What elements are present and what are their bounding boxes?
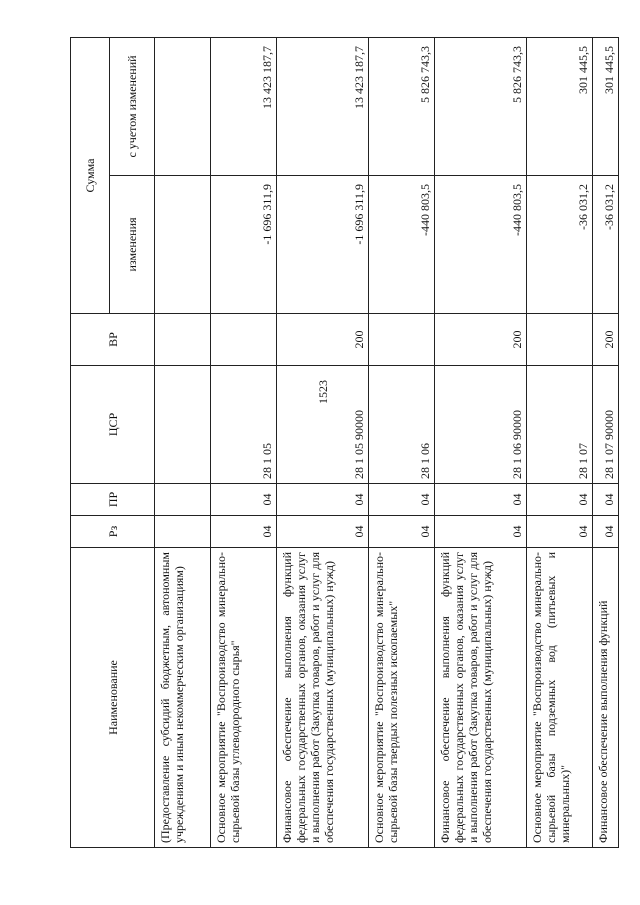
row-vr	[155, 314, 211, 366]
row-total: 13 423 187,7	[211, 37, 277, 175]
row-rz: 04	[435, 516, 527, 548]
header-vr: ВР	[71, 314, 155, 366]
row-pr: 04	[369, 484, 435, 516]
row-name: Основное мероприятие "Воспроизводство минерально-сырьевой базы твердых полезных ископаемых"	[369, 548, 435, 848]
row-rz: 04	[211, 516, 277, 548]
row-change: -36 031,2	[527, 176, 593, 314]
table-row	[369, 37, 435, 847]
row-total: 13 423 187,7	[277, 37, 369, 175]
budget-table-sheet	[70, 38, 616, 848]
row-vr: 200	[435, 314, 527, 366]
row-pr: 04	[593, 484, 619, 516]
table-row	[435, 37, 527, 847]
row-change: -1 696 311,9	[277, 176, 369, 314]
row-total: 5 826 743,3	[369, 37, 435, 175]
header-with-change: с учетом изменений	[110, 37, 155, 175]
row-name: Финансовое обеспечение выполнения функций федеральных государственных органов, оказания услуг и выполнения работ (Закупка товаров, работ и услуг для обеспечения государственных (муниципальных) нужд)	[277, 548, 369, 848]
header-sum: Сумма	[71, 37, 110, 313]
row-change: -440 803,5	[435, 176, 527, 314]
table-row	[593, 37, 619, 847]
row-rz	[155, 516, 211, 548]
row-name: Основное мероприятие "Воспроизводство минерально-сырьевой базы подземных вод (питьевых и минеральных)"	[527, 548, 593, 848]
row-pr: 04	[435, 484, 527, 516]
row-rz: 04	[593, 516, 619, 548]
header-row	[71, 37, 110, 847]
row-name: Основное мероприятие "Воспроизводство минерально-сырьевой базы углеводородного сырья"	[211, 548, 277, 848]
table-row	[527, 37, 593, 847]
budget-table	[70, 37, 619, 848]
row-name: Финансовое обеспечение выполнения функций федеральных государственных органов, оказания услуг и выполнения работ (Закупка товаров, работ и услуг для обеспечения государственных (муниципальных) нужд)	[435, 548, 527, 848]
row-vr	[527, 314, 593, 366]
row-change	[155, 176, 211, 314]
row-rz: 04	[369, 516, 435, 548]
header-csr: ЦСР	[71, 366, 155, 484]
row-csr: 28 1 07	[527, 366, 593, 484]
row-total: 5 826 743,3	[435, 37, 527, 175]
row-csr: 28 1 06	[369, 366, 435, 484]
row-csr: 28 1 06 90000	[435, 366, 527, 484]
row-csr: 28 1 07 90000	[593, 366, 619, 484]
header-name: Наименование	[71, 548, 155, 848]
row-total: 301 445,5	[593, 37, 619, 175]
row-total	[155, 37, 211, 175]
row-csr	[155, 366, 211, 484]
header-change: изменения	[110, 176, 155, 314]
header-pr: ПР	[71, 484, 155, 516]
row-pr: 04	[527, 484, 593, 516]
row-vr: 200	[593, 314, 619, 366]
row-csr: 28 1 05 90000	[277, 366, 369, 484]
row-pr: 04	[277, 484, 369, 516]
table-row	[277, 37, 369, 847]
page-number: 1523	[316, 380, 330, 404]
table-row	[155, 37, 211, 847]
header-rz: Рз	[71, 516, 155, 548]
row-rz: 04	[277, 516, 369, 548]
row-change: -1 696 311,9	[211, 176, 277, 314]
row-rz: 04	[527, 516, 593, 548]
row-change: -36 031,2	[593, 176, 619, 314]
row-change: -440 803,5	[369, 176, 435, 314]
row-name: Финансовое обеспечение выполнения функций	[593, 548, 619, 848]
row-vr: 200	[277, 314, 369, 366]
row-pr: 04	[211, 484, 277, 516]
row-total: 301 445,5	[527, 37, 593, 175]
row-csr: 28 1 05	[211, 366, 277, 484]
table-row	[211, 37, 277, 847]
row-name: (Предоставление субсидий бюджетным, автономным учреждениям и иным некоммерческим организациям)	[155, 548, 211, 848]
row-pr	[155, 484, 211, 516]
row-vr	[211, 314, 277, 366]
row-vr	[369, 314, 435, 366]
